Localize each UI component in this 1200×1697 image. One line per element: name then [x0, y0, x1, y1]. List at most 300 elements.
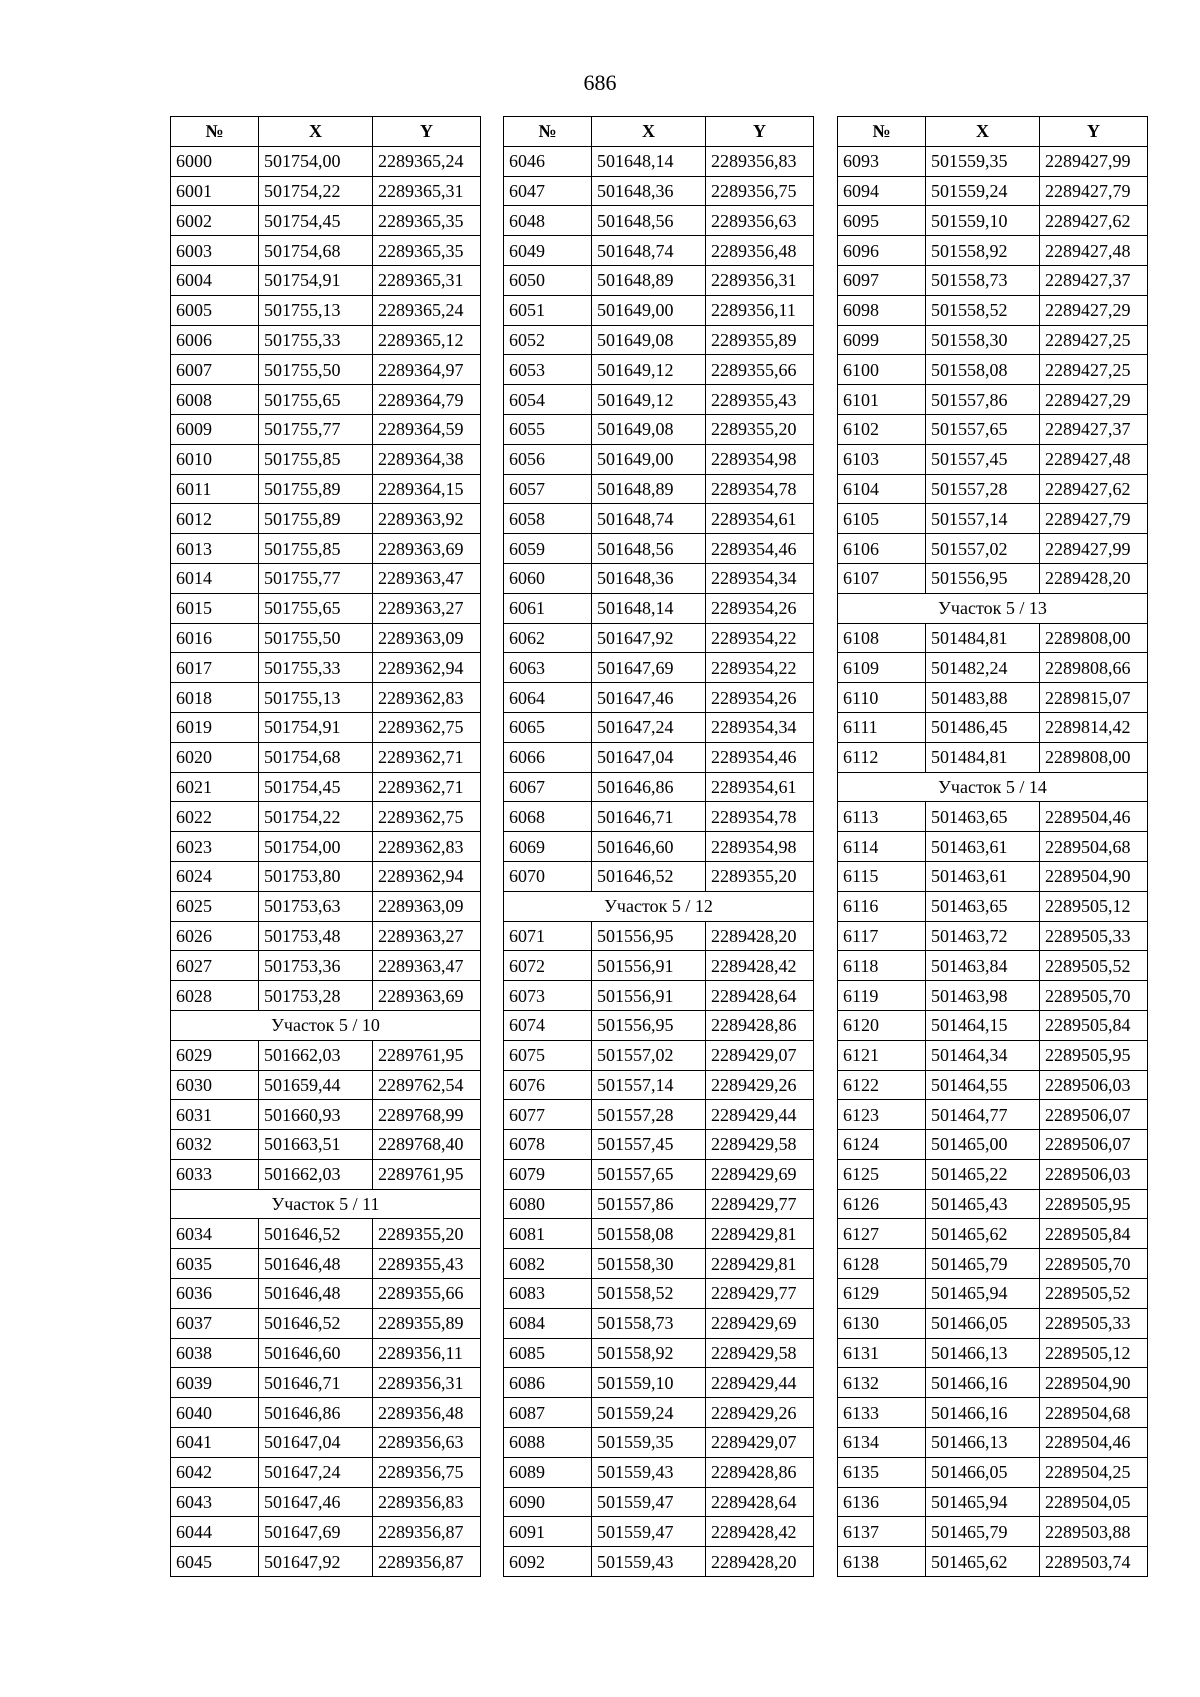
y-coordinate-cell: 2289363,09	[373, 623, 481, 653]
x-coordinate-cell: 501465,94	[926, 1487, 1040, 1517]
x-coordinate-cell: 501646,52	[259, 1219, 373, 1249]
table-row	[504, 951, 814, 981]
x-coordinate-cell: 501556,95	[926, 563, 1040, 593]
table-row	[504, 1368, 814, 1398]
y-coordinate-cell: 2289356,63	[706, 206, 814, 236]
y-coordinate-cell: 2289355,43	[706, 385, 814, 415]
point-number-cell: 6049	[504, 236, 592, 266]
table-row	[171, 1070, 481, 1100]
point-number-cell: 6104	[838, 474, 926, 504]
y-coordinate-cell: 2289363,27	[373, 921, 481, 951]
x-coordinate-cell: 501466,05	[926, 1457, 1040, 1487]
table-row	[838, 653, 1148, 683]
table-row	[171, 1040, 481, 1070]
point-number-cell: 6021	[171, 772, 259, 802]
table-row	[504, 1219, 814, 1249]
x-coordinate-cell: 501463,84	[926, 951, 1040, 981]
y-coordinate-cell: 2289427,29	[1040, 385, 1148, 415]
table-row	[504, 534, 814, 564]
point-number-cell: 6010	[171, 444, 259, 474]
y-coordinate-cell: 2289356,48	[706, 236, 814, 266]
point-number-cell: 6094	[838, 176, 926, 206]
point-number-cell: 6047	[504, 176, 592, 206]
x-coordinate-cell: 501646,48	[259, 1249, 373, 1279]
y-coordinate-cell: 2289427,99	[1040, 534, 1148, 564]
y-coordinate-cell: 2289768,40	[373, 1130, 481, 1160]
y-coordinate-cell: 2289503,74	[1040, 1547, 1148, 1577]
y-coordinate-cell: 2289504,68	[1040, 832, 1148, 862]
point-number-cell: 6071	[504, 921, 592, 951]
point-number-cell: 6114	[838, 832, 926, 862]
point-number-cell: 6117	[838, 921, 926, 951]
x-coordinate-cell: 501647,04	[592, 742, 706, 772]
point-number-cell: 6107	[838, 563, 926, 593]
table-row	[838, 1517, 1148, 1547]
table-row	[838, 1040, 1148, 1070]
y-coordinate-cell: 2289354,22	[706, 653, 814, 683]
y-coordinate-cell: 2289365,35	[373, 206, 481, 236]
table-row	[171, 891, 481, 921]
x-coordinate-cell: 501558,30	[592, 1249, 706, 1279]
x-coordinate-cell: 501754,22	[259, 176, 373, 206]
y-coordinate-cell: 2289505,12	[1040, 891, 1148, 921]
number-column-header: №	[838, 117, 926, 147]
y-coordinate-cell: 2289428,42	[706, 951, 814, 981]
x-coordinate-cell: 501646,60	[259, 1338, 373, 1368]
point-number-cell: 6084	[504, 1308, 592, 1338]
table-row	[838, 534, 1148, 564]
table-row	[171, 712, 481, 742]
x-coordinate-cell: 501755,65	[259, 593, 373, 623]
coordinate-table-3	[837, 116, 1148, 1577]
y-coordinate-cell: 2289814,42	[1040, 712, 1148, 742]
table-row	[504, 772, 814, 802]
point-number-cell: 6045	[171, 1547, 259, 1577]
table-row	[838, 1159, 1148, 1189]
point-number-cell: 6072	[504, 951, 592, 981]
x-coordinate-cell: 501559,35	[926, 146, 1040, 176]
point-number-cell: 6055	[504, 414, 592, 444]
point-number-cell: 6105	[838, 504, 926, 534]
y-coordinate-cell: 2289808,66	[1040, 653, 1148, 683]
y-coordinate-cell: 2289363,69	[373, 981, 481, 1011]
x-coordinate-cell: 501755,50	[259, 623, 373, 653]
table-row	[838, 206, 1148, 236]
y-coordinate-cell: 2289364,59	[373, 414, 481, 444]
y-coordinate-cell: 2289356,75	[373, 1457, 481, 1487]
y-coordinate-cell: 2289428,64	[706, 981, 814, 1011]
table-row	[504, 176, 814, 206]
point-number-cell: 6001	[171, 176, 259, 206]
point-number-cell: 6101	[838, 385, 926, 415]
x-coordinate-cell: 501662,03	[259, 1159, 373, 1189]
point-number-cell: 6057	[504, 474, 592, 504]
y-coordinate-cell: 2289429,07	[706, 1428, 814, 1458]
y-coordinate-cell: 2289428,20	[706, 921, 814, 951]
x-coordinate-cell: 501557,65	[592, 1159, 706, 1189]
x-coordinate-cell: 501646,60	[592, 832, 706, 862]
point-number-cell: 6014	[171, 563, 259, 593]
point-number-cell: 6043	[171, 1487, 259, 1517]
point-number-cell: 6116	[838, 891, 926, 921]
table-row	[838, 742, 1148, 772]
point-number-cell: 6007	[171, 355, 259, 385]
table-row	[171, 772, 481, 802]
y-coordinate-cell: 2289429,81	[706, 1249, 814, 1279]
y-coordinate-cell: 2289505,95	[1040, 1189, 1148, 1219]
table-row	[838, 1487, 1148, 1517]
x-coordinate-cell: 501753,63	[259, 891, 373, 921]
table-row	[838, 355, 1148, 385]
x-coordinate-cell: 501556,91	[592, 981, 706, 1011]
x-coordinate-cell: 501558,30	[926, 325, 1040, 355]
table-row	[838, 1100, 1148, 1130]
y-coordinate-cell: 2289355,89	[706, 325, 814, 355]
x-coordinate-cell: 501559,24	[592, 1398, 706, 1428]
x-coordinate-cell: 501755,13	[259, 683, 373, 713]
point-number-cell: 6004	[171, 265, 259, 295]
table-row	[171, 474, 481, 504]
point-number-cell: 6065	[504, 712, 592, 742]
table-row	[838, 1398, 1148, 1428]
table-row	[504, 236, 814, 266]
y-coordinate-cell: 2289427,25	[1040, 355, 1148, 385]
x-coordinate-cell: 501755,33	[259, 653, 373, 683]
table-row	[171, 623, 481, 653]
y-coordinate-cell: 2289429,77	[706, 1279, 814, 1309]
y-coordinate-cell: 2289429,81	[706, 1219, 814, 1249]
x-coordinate-cell: 501754,22	[259, 802, 373, 832]
table-row	[171, 802, 481, 832]
point-number-cell: 6080	[504, 1189, 592, 1219]
table-row	[504, 1189, 814, 1219]
table-row	[171, 1547, 481, 1577]
x-coordinate-cell: 501465,22	[926, 1159, 1040, 1189]
point-number-cell: 6131	[838, 1338, 926, 1368]
point-number-cell: 6136	[838, 1487, 926, 1517]
table-row	[504, 653, 814, 683]
point-number-cell: 6067	[504, 772, 592, 802]
table-row	[838, 265, 1148, 295]
x-coordinate-cell: 501646,86	[592, 772, 706, 802]
table-row	[171, 355, 481, 385]
point-number-cell: 6013	[171, 534, 259, 564]
table-row	[838, 414, 1148, 444]
y-coordinate-cell: 2289505,52	[1040, 951, 1148, 981]
point-number-cell: 6066	[504, 742, 592, 772]
x-coordinate-cell: 501466,16	[926, 1398, 1040, 1428]
table-row	[171, 534, 481, 564]
x-coordinate-cell: 501648,14	[592, 146, 706, 176]
x-coordinate-cell: 501649,12	[592, 385, 706, 415]
table-row	[838, 385, 1148, 415]
x-coordinate-cell: 501558,73	[926, 265, 1040, 295]
x-coordinate-cell: 501755,77	[259, 414, 373, 444]
table-row	[838, 921, 1148, 951]
y-coordinate-cell: 2289427,62	[1040, 206, 1148, 236]
point-number-cell: 6092	[504, 1547, 592, 1577]
point-number-cell: 6123	[838, 1100, 926, 1130]
table-row	[838, 683, 1148, 713]
x-coordinate-cell: 501463,61	[926, 832, 1040, 862]
point-number-cell: 6083	[504, 1279, 592, 1309]
table-row	[171, 653, 481, 683]
table-row	[504, 861, 814, 891]
table-row	[171, 1457, 481, 1487]
point-number-cell: 6019	[171, 712, 259, 742]
point-number-cell: 6054	[504, 385, 592, 415]
table-row	[504, 1040, 814, 1070]
point-number-cell: 6037	[171, 1308, 259, 1338]
table-row	[171, 1279, 481, 1309]
table-row	[504, 385, 814, 415]
y-coordinate-cell: 2289355,89	[373, 1308, 481, 1338]
x-coordinate-cell: 501647,04	[259, 1428, 373, 1458]
x-coordinate-cell: 501557,86	[592, 1189, 706, 1219]
y-coordinate-cell: 2289355,20	[706, 861, 814, 891]
table-row	[171, 146, 481, 176]
point-number-cell: 6099	[838, 325, 926, 355]
point-number-cell: 6012	[171, 504, 259, 534]
y-column-header: Y	[373, 117, 481, 147]
y-coordinate-cell: 2289362,71	[373, 742, 481, 772]
point-number-cell: 6003	[171, 236, 259, 266]
point-number-cell: 6070	[504, 861, 592, 891]
y-coordinate-cell: 2289505,52	[1040, 1279, 1148, 1309]
point-number-cell: 6051	[504, 295, 592, 325]
y-coordinate-cell: 2289354,26	[706, 683, 814, 713]
x-coordinate-cell: 501465,00	[926, 1130, 1040, 1160]
x-coordinate-cell: 501647,24	[592, 712, 706, 742]
table-row	[504, 1130, 814, 1160]
point-number-cell: 6016	[171, 623, 259, 653]
point-number-cell: 6111	[838, 712, 926, 742]
y-coordinate-cell: 2289808,00	[1040, 623, 1148, 653]
x-coordinate-cell: 501465,43	[926, 1189, 1040, 1219]
point-number-cell: 6089	[504, 1457, 592, 1487]
table-header-row	[838, 117, 1148, 147]
y-coordinate-cell: 2289428,86	[706, 1457, 814, 1487]
y-coordinate-cell: 2289428,20	[706, 1547, 814, 1577]
y-coordinate-cell: 2289429,44	[706, 1368, 814, 1398]
table-row	[838, 146, 1148, 176]
table-header-row	[171, 117, 481, 147]
point-number-cell: 6050	[504, 265, 592, 295]
point-number-cell: 6120	[838, 1010, 926, 1040]
x-coordinate-cell: 501646,52	[259, 1308, 373, 1338]
table-row	[838, 712, 1148, 742]
point-number-cell: 6118	[838, 951, 926, 981]
y-coordinate-cell: 2289354,22	[706, 623, 814, 653]
x-coordinate-cell: 501558,52	[926, 295, 1040, 325]
point-number-cell: 6040	[171, 1398, 259, 1428]
y-coordinate-cell: 2289362,83	[373, 832, 481, 862]
table-row	[504, 832, 814, 862]
x-coordinate-cell: 501465,79	[926, 1249, 1040, 1279]
y-coordinate-cell: 2289505,70	[1040, 981, 1148, 1011]
point-number-cell: 6008	[171, 385, 259, 415]
table-row	[504, 921, 814, 951]
y-coordinate-cell: 2289427,25	[1040, 325, 1148, 355]
y-coordinate-cell: 2289505,84	[1040, 1010, 1148, 1040]
x-coordinate-cell: 501648,36	[592, 563, 706, 593]
x-coordinate-cell: 501464,34	[926, 1040, 1040, 1070]
x-coordinate-cell: 501647,69	[592, 653, 706, 683]
y-coordinate-cell: 2289354,78	[706, 474, 814, 504]
x-coordinate-cell: 501649,08	[592, 414, 706, 444]
point-number-cell: 6042	[171, 1457, 259, 1487]
x-coordinate-cell: 501466,16	[926, 1368, 1040, 1398]
x-coordinate-cell: 501465,62	[926, 1547, 1040, 1577]
point-number-cell: 6058	[504, 504, 592, 534]
x-coordinate-cell: 501647,46	[259, 1487, 373, 1517]
table-row	[838, 1189, 1148, 1219]
x-coordinate-cell: 501559,24	[926, 176, 1040, 206]
point-number-cell: 6134	[838, 1428, 926, 1458]
table-row	[838, 1457, 1148, 1487]
y-coordinate-cell: 2289354,46	[706, 742, 814, 772]
point-number-cell: 6102	[838, 414, 926, 444]
table-header-row	[504, 117, 814, 147]
point-number-cell: 6018	[171, 683, 259, 713]
y-coordinate-cell: 2289363,47	[373, 563, 481, 593]
x-coordinate-cell: 501754,68	[259, 236, 373, 266]
x-coordinate-cell: 501557,02	[592, 1040, 706, 1070]
x-coordinate-cell: 501465,79	[926, 1517, 1040, 1547]
point-number-cell: 6097	[838, 265, 926, 295]
y-coordinate-cell: 2289354,78	[706, 802, 814, 832]
y-coordinate-cell: 2289428,86	[706, 1010, 814, 1040]
point-number-cell: 6081	[504, 1219, 592, 1249]
point-number-cell: 6029	[171, 1040, 259, 1070]
y-coordinate-cell: 2289362,71	[373, 772, 481, 802]
x-coordinate-cell: 501557,86	[926, 385, 1040, 415]
y-coordinate-cell: 2289761,95	[373, 1159, 481, 1189]
y-coordinate-cell: 2289363,09	[373, 891, 481, 921]
point-number-cell: 6006	[171, 325, 259, 355]
point-number-cell: 6106	[838, 534, 926, 564]
y-coordinate-cell: 2289356,11	[706, 295, 814, 325]
point-number-cell: 6064	[504, 683, 592, 713]
y-coordinate-cell: 2289355,66	[373, 1279, 481, 1309]
y-coordinate-cell: 2289363,47	[373, 951, 481, 981]
table-row	[504, 265, 814, 295]
section-row	[838, 593, 1148, 623]
x-coordinate-cell: 501648,56	[592, 206, 706, 236]
point-number-cell: 6077	[504, 1100, 592, 1130]
x-coordinate-cell: 501557,45	[592, 1130, 706, 1160]
y-coordinate-cell: 2289768,99	[373, 1100, 481, 1130]
x-coordinate-cell: 501558,92	[926, 236, 1040, 266]
table-row	[504, 414, 814, 444]
point-number-cell: 6035	[171, 1249, 259, 1279]
table-row	[504, 981, 814, 1011]
point-number-cell: 6017	[171, 653, 259, 683]
point-number-cell: 6039	[171, 1368, 259, 1398]
table-row	[838, 295, 1148, 325]
table-row	[838, 1010, 1148, 1040]
x-coordinate-cell: 501647,46	[592, 683, 706, 713]
section-title: Участок 5 / 12	[504, 891, 814, 921]
table-row	[504, 1010, 814, 1040]
y-coordinate-cell: 2289505,12	[1040, 1338, 1148, 1368]
y-coordinate-cell: 2289427,79	[1040, 504, 1148, 534]
x-coordinate-cell: 501755,85	[259, 534, 373, 564]
x-coordinate-cell: 501484,81	[926, 623, 1040, 653]
y-coordinate-cell: 2289504,90	[1040, 861, 1148, 891]
table-row	[838, 981, 1148, 1011]
y-coordinate-cell: 2289506,07	[1040, 1100, 1148, 1130]
table-row	[171, 1338, 481, 1368]
table-row	[838, 623, 1148, 653]
x-coordinate-cell: 501463,72	[926, 921, 1040, 951]
table-row	[171, 861, 481, 891]
point-number-cell: 6074	[504, 1010, 592, 1040]
y-coordinate-cell: 2289365,35	[373, 236, 481, 266]
table-row	[504, 1249, 814, 1279]
table-row	[838, 236, 1148, 266]
x-coordinate-cell: 501463,98	[926, 981, 1040, 1011]
x-coordinate-cell: 501557,28	[592, 1100, 706, 1130]
x-coordinate-cell: 501559,47	[592, 1487, 706, 1517]
table-row	[504, 504, 814, 534]
x-coordinate-cell: 501649,00	[592, 295, 706, 325]
y-coordinate-cell: 2289354,34	[706, 563, 814, 593]
x-coordinate-cell: 501482,24	[926, 653, 1040, 683]
x-coordinate-cell: 501646,48	[259, 1279, 373, 1309]
x-coordinate-cell: 501556,95	[592, 1010, 706, 1040]
y-coordinate-cell: 2289354,34	[706, 712, 814, 742]
table-row	[838, 1219, 1148, 1249]
x-coordinate-cell: 501648,56	[592, 534, 706, 564]
y-coordinate-cell: 2289364,79	[373, 385, 481, 415]
x-coordinate-cell: 501755,13	[259, 295, 373, 325]
x-coordinate-cell: 501556,95	[592, 921, 706, 951]
point-number-cell: 6115	[838, 861, 926, 891]
point-number-cell: 6053	[504, 355, 592, 385]
y-coordinate-cell: 2289427,48	[1040, 444, 1148, 474]
point-number-cell: 6031	[171, 1100, 259, 1130]
point-number-cell: 6122	[838, 1070, 926, 1100]
point-number-cell: 6096	[838, 236, 926, 266]
x-coordinate-cell: 501466,13	[926, 1338, 1040, 1368]
y-coordinate-cell: 2289356,11	[373, 1338, 481, 1368]
point-number-cell: 6127	[838, 1219, 926, 1249]
point-number-cell: 6078	[504, 1130, 592, 1160]
x-coordinate-cell: 501559,10	[592, 1368, 706, 1398]
point-number-cell: 6076	[504, 1070, 592, 1100]
table-row	[504, 623, 814, 653]
x-coordinate-cell: 501557,28	[926, 474, 1040, 504]
point-number-cell: 6126	[838, 1189, 926, 1219]
x-coordinate-cell: 501754,91	[259, 265, 373, 295]
point-number-cell: 6026	[171, 921, 259, 951]
point-number-cell: 6112	[838, 742, 926, 772]
x-coordinate-cell: 501556,91	[592, 951, 706, 981]
point-number-cell: 6109	[838, 653, 926, 683]
y-coordinate-cell: 2289362,94	[373, 653, 481, 683]
x-coordinate-cell: 501648,14	[592, 593, 706, 623]
table-row	[171, 1398, 481, 1428]
table-row	[171, 265, 481, 295]
x-coordinate-cell: 501558,52	[592, 1279, 706, 1309]
table-row	[838, 1428, 1148, 1458]
y-coordinate-cell: 2289427,99	[1040, 146, 1148, 176]
x-coordinate-cell: 501647,24	[259, 1457, 373, 1487]
table-row	[838, 891, 1148, 921]
point-number-cell: 6044	[171, 1517, 259, 1547]
y-coordinate-cell: 2289428,42	[706, 1517, 814, 1547]
